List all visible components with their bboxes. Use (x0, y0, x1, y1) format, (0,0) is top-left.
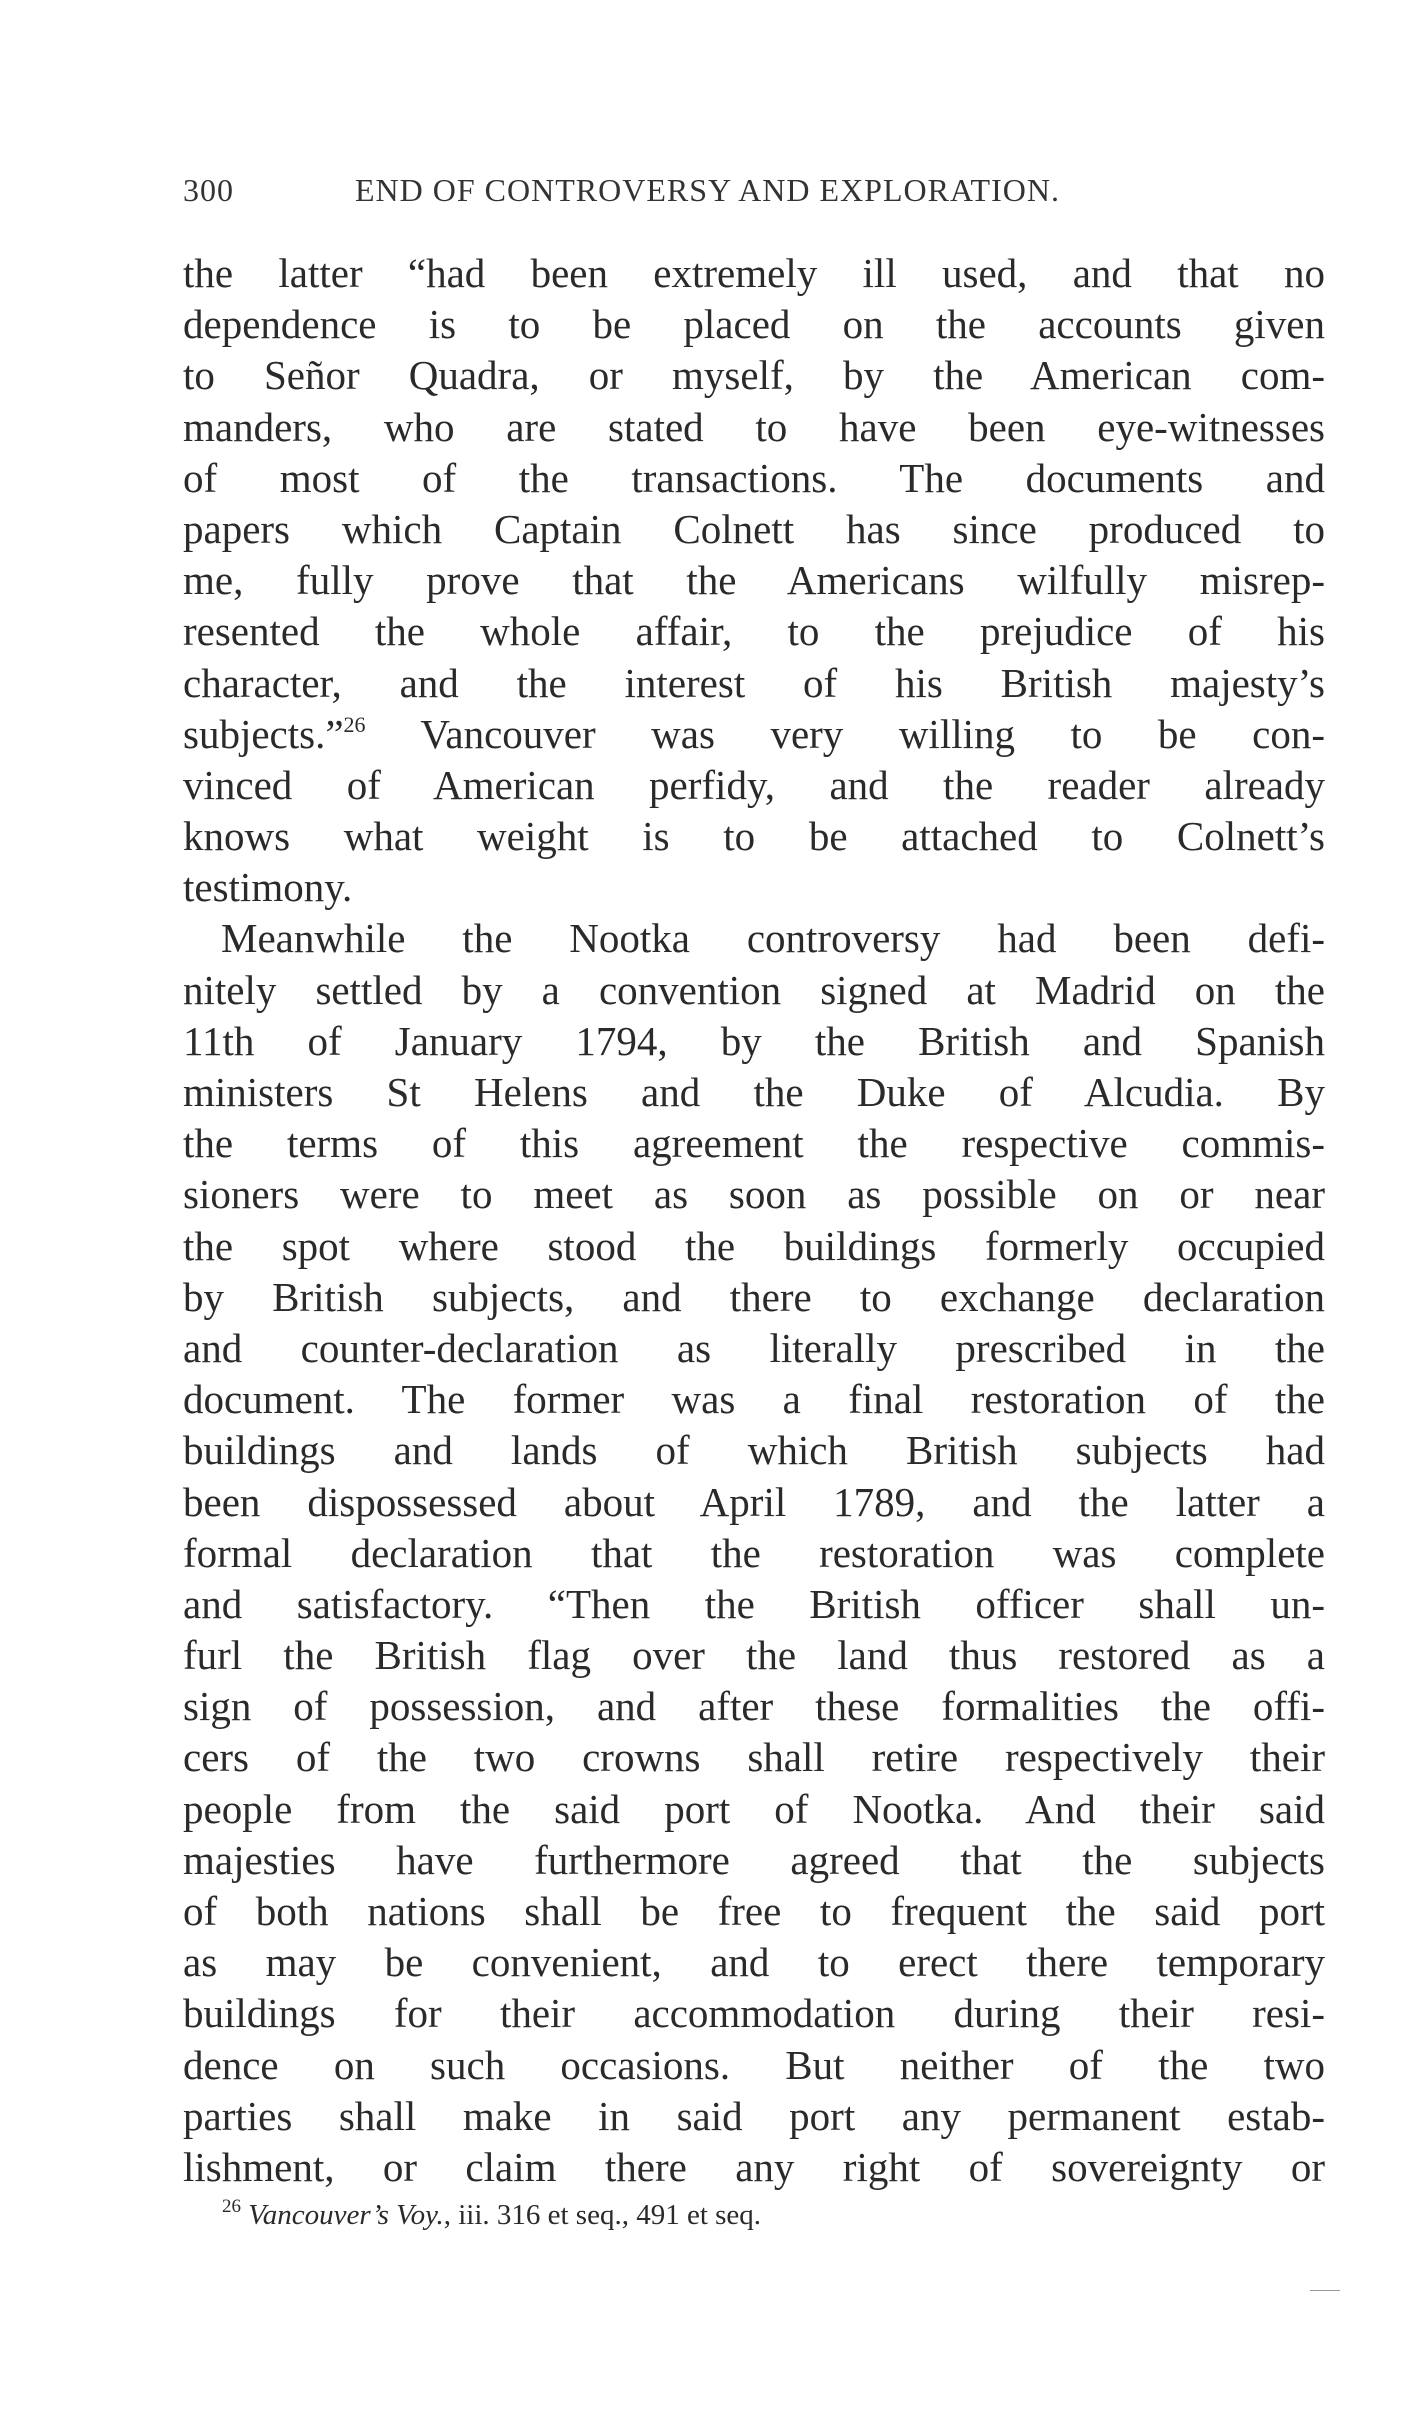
text-line: and counter-declaration as literally prescribed in the (183, 1324, 1325, 1371)
text-line: of both nations shall be free to frequent the said port (183, 1888, 1325, 1934)
text-line: vinced of American perfidy, and the reader already (183, 761, 1325, 808)
running-title: END OF CONTROVERSY AND EXPLORATION. (355, 172, 1060, 208)
text-line: the terms of this agreement the respective commis- (183, 1120, 1325, 1167)
page-number: 300 (183, 172, 234, 208)
text-line: nitely settled by a convention signed at Madrid on the (183, 966, 1325, 1013)
text-line: sign of possession, and after these formalities the offi- (183, 1683, 1325, 1730)
page-edge-mark (1310, 2290, 1340, 2291)
text-line: sioners were to meet as soon as possible on or near (183, 1171, 1325, 1218)
text-line: to Señor Quadra, or myself, by the American com- (183, 352, 1325, 399)
text-line: furl the British flag over the land thus restored as a (183, 1632, 1325, 1679)
text-line: dence on such occasions. But neither of the two (183, 2041, 1325, 2088)
text-line: parties shall make in said port any permanent estab- (183, 2092, 1325, 2139)
text-line: been dispossessed about April 1789, and the latter a (183, 1478, 1325, 1525)
text-line: as may be convenient, and to erect there temporary (183, 1939, 1325, 1986)
text-line: buildings and lands of which British subjects had (183, 1427, 1325, 1474)
body-text (183, 248, 1325, 2193)
text-line-with-footnote-ref (183, 709, 1325, 760)
footnote-citation: , iii. 316 et seq., 491 et seq. (443, 2199, 762, 2231)
text-line: and satisfactory. “Then the British officer shall un- (183, 1580, 1325, 1627)
text-line: Meanwhile the Nootka controversy had been defi- (221, 915, 1325, 962)
text-line: cers of the two crowns shall retire respectively their (183, 1734, 1325, 1781)
text-line: testimony. (183, 864, 353, 911)
text-line: resented the whole affair, to the prejudice of his (183, 608, 1325, 655)
footnote-reference: 26 (343, 711, 366, 737)
text-line: ministers St Helens and the Duke of Alcudia. By (183, 1069, 1325, 1115)
text-line: formal declaration that the restoration was complete (183, 1529, 1325, 1576)
text-line: people from the said port of Nootka. And their said (183, 1785, 1325, 1832)
text-line: papers which Captain Colnett has since produced to (183, 505, 1325, 552)
line-text: Vancouver was very willing to be con- (365, 710, 1325, 757)
text-line: me, fully prove that the Americans wilfully misrep- (183, 557, 1325, 604)
text-line: dependence is to be placed on the accounts given (183, 301, 1325, 348)
text-line: document. The former was a final restoration of the (183, 1376, 1325, 1423)
text-line: of most of the transactions. The documents and (183, 454, 1325, 501)
text-line: the spot where stood the buildings formerly occupied (183, 1222, 1325, 1269)
text-line: by British subjects, and there to exchange declaration (183, 1273, 1325, 1320)
text-line: manders, who are stated to have been eye-witnesses (183, 403, 1325, 450)
text-line: lishment, or claim there any right of sovereignty or (183, 2143, 1325, 2190)
footnote (222, 2196, 761, 2232)
text-line: character, and the interest of his British majesty’s (183, 659, 1325, 706)
footnote-work-title: Vancouver’s Voy. (248, 2199, 444, 2231)
text-line: buildings for their accommodation during their resi- (183, 1990, 1325, 2037)
text-line: knows what weight is to be attached to Colnett’s (183, 813, 1325, 860)
line-text: subjects.” (183, 710, 344, 757)
footnote-number: 26 (222, 2196, 241, 2217)
text-line: 11th of January 1794, by the British and Spanish (183, 1017, 1325, 1064)
running-head (183, 172, 1323, 209)
text-line: majesties have furthermore agreed that the subjects (183, 1836, 1325, 1883)
text-line: the latter “had been extremely ill used, and that no (183, 250, 1325, 296)
